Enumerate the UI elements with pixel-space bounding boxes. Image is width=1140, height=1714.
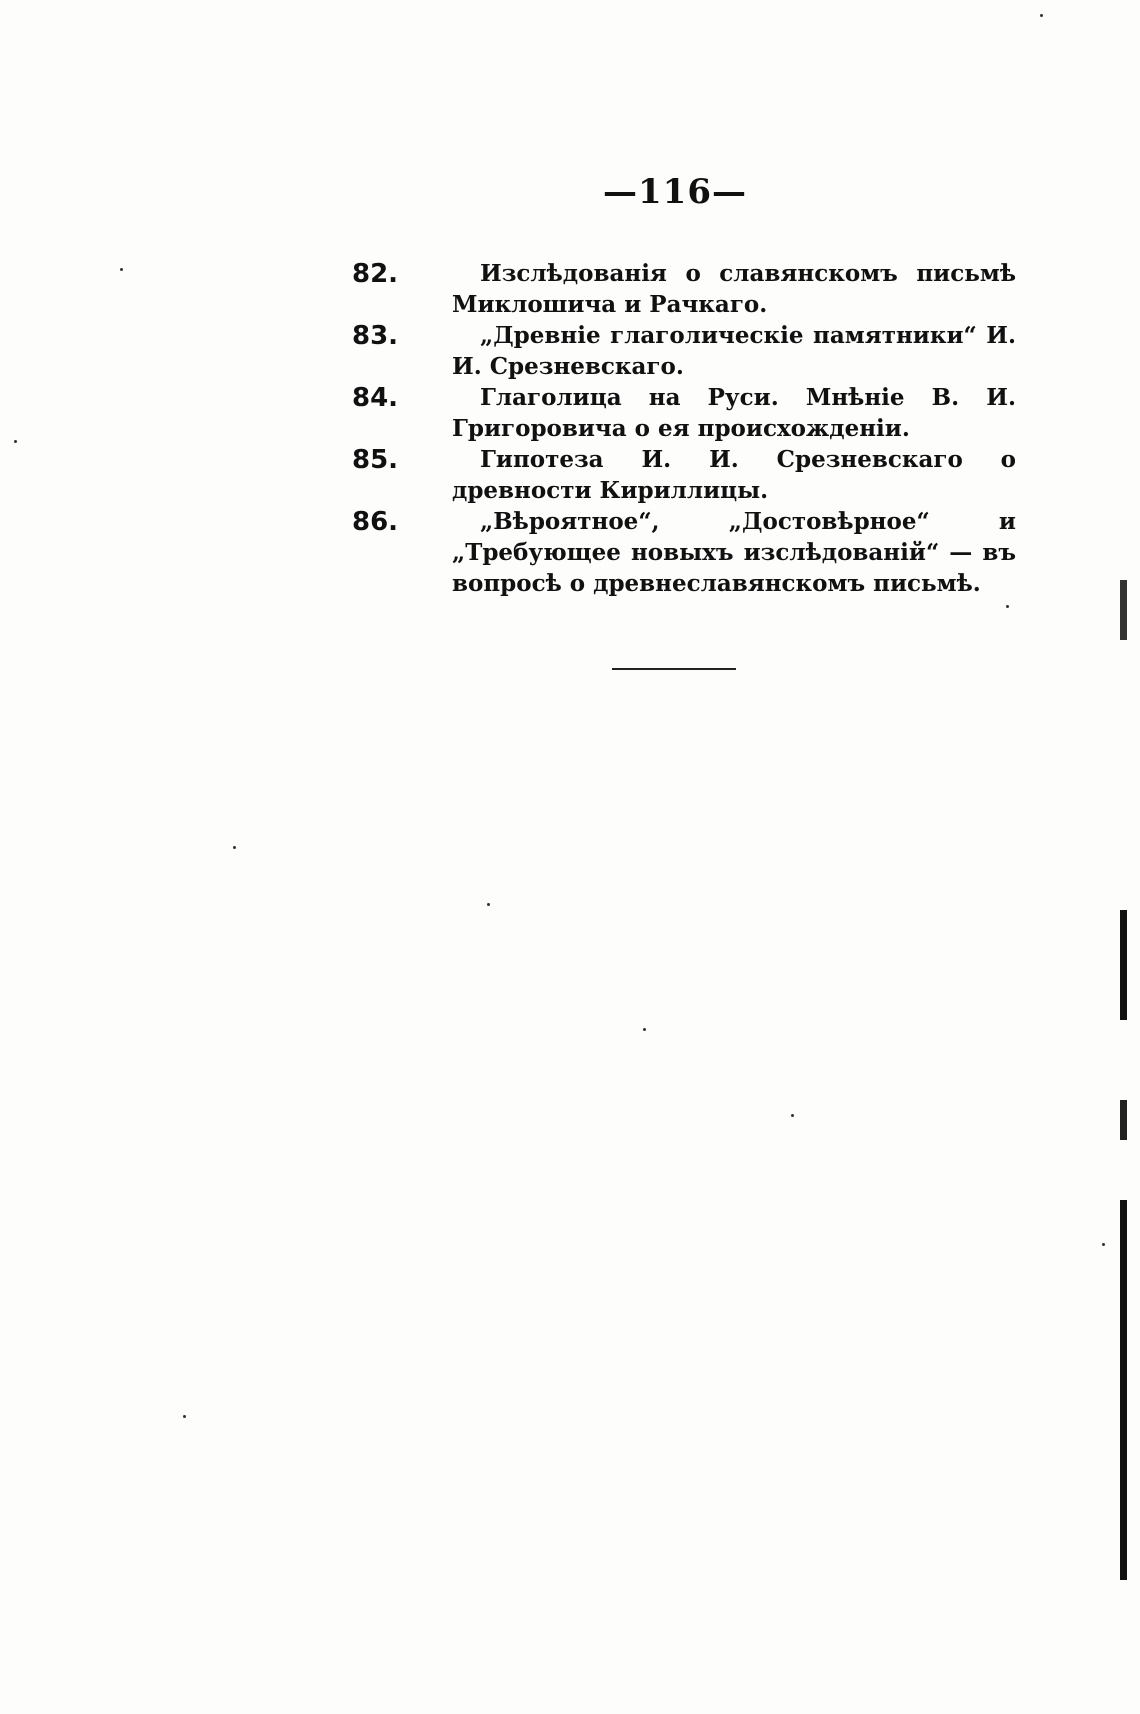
entry-number: 85. bbox=[352, 445, 399, 475]
paper-speck bbox=[791, 1114, 794, 1117]
toc-entry bbox=[352, 506, 1016, 599]
paper-speck bbox=[183, 1415, 186, 1418]
toc-entry bbox=[352, 444, 1016, 506]
paper-speck bbox=[1102, 1243, 1105, 1246]
paper-speck bbox=[233, 846, 236, 849]
entry-number: 83. bbox=[352, 321, 399, 351]
entry-title: Гипотеза И. И. Срезневскаго о древности Кириллицы. bbox=[452, 446, 1016, 504]
toc-entry bbox=[352, 382, 1016, 444]
binding-edge bbox=[1120, 580, 1127, 1580]
end-rule bbox=[612, 668, 736, 670]
entry-title: „Древніе глаголическіе памятники“ И. И. Срезневскаго. bbox=[452, 322, 1016, 380]
entry-number: 84. bbox=[352, 383, 399, 413]
toc-entry bbox=[352, 258, 1016, 320]
paper-speck bbox=[14, 440, 17, 443]
page-number: —116— bbox=[603, 172, 747, 212]
paper-speck bbox=[1006, 605, 1009, 608]
paper-speck bbox=[643, 1028, 646, 1031]
entry-title: Глаголица на Руси. Мнѣніе В. И. Григоровича о ея происхожденіи. bbox=[452, 384, 1016, 442]
table-of-contents bbox=[352, 258, 1016, 599]
entry-title: Изслѣдованія о славянскомъ письмѣ Миклошича и Рачкаго. bbox=[452, 260, 1016, 318]
entry-number: 86. bbox=[352, 507, 399, 537]
paper-speck bbox=[120, 268, 123, 271]
paper-speck bbox=[487, 903, 490, 906]
paper-speck bbox=[1040, 14, 1043, 17]
entry-number: 82. bbox=[352, 259, 399, 289]
entry-title: „Вѣроятное“, „Достовѣрное“ и „Требующее новыхъ изслѣдованій“ — въ вопросѣ о древнеславянскомъ письмѣ. bbox=[452, 508, 1016, 597]
toc-entry bbox=[352, 320, 1016, 382]
